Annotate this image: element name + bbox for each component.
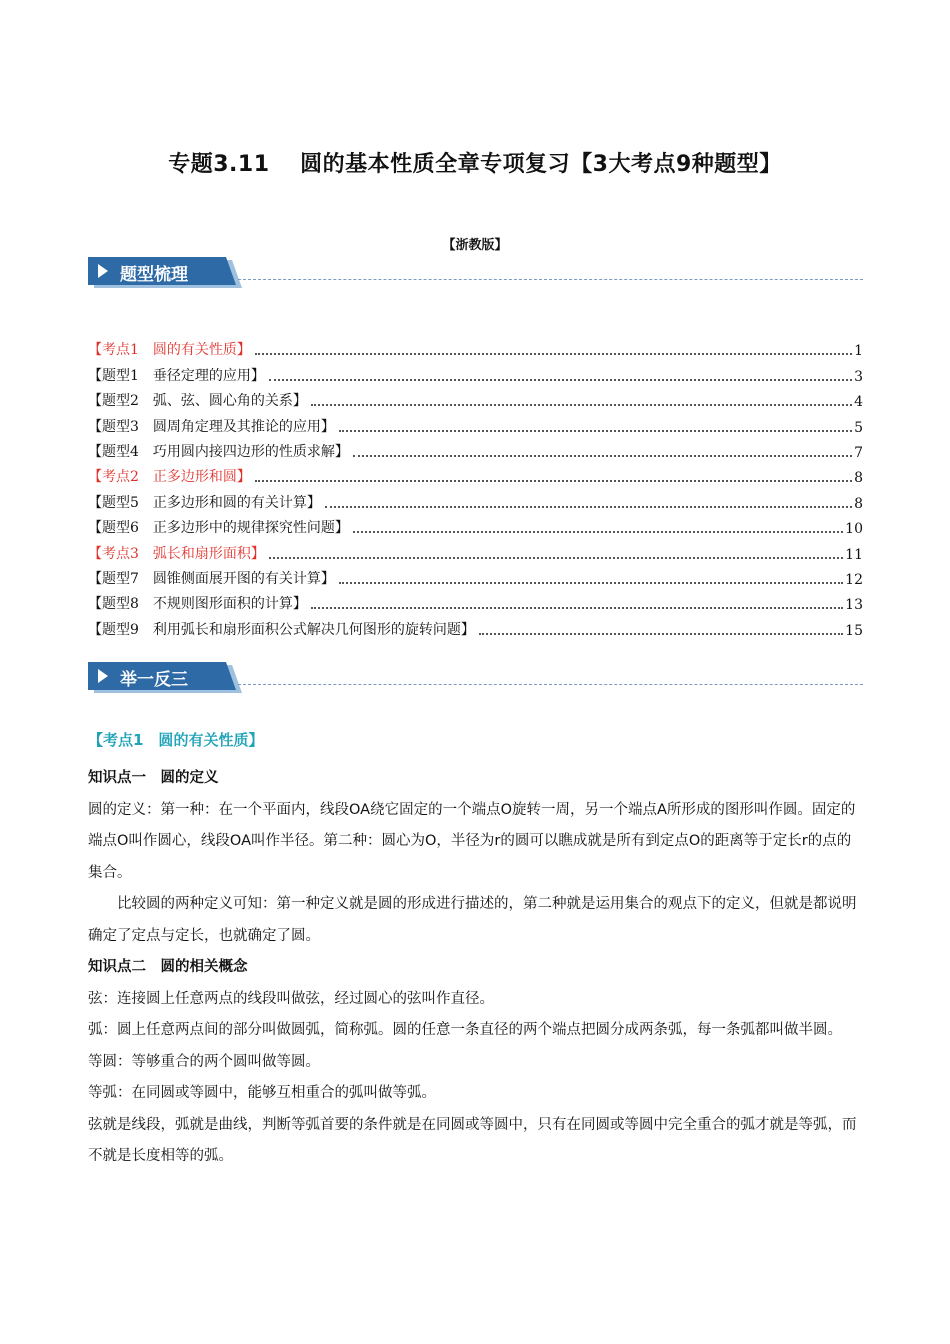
toc-entry[interactable]: [88, 410, 863, 435]
kp2-note: 弦就是线段，弧就是曲线，判断等弧首要的条件就是在同圆或等圆中，只有在同圆或等圆中完全重合的弧才就是等弧，而不就是长度相等的弧。: [88, 1116, 857, 1164]
toc-entry-title: 【题型3 圆周角定理及其推论的应用】: [88, 418, 335, 435]
toc-entry-title: 【题型8 不规则图形面积的计算】: [88, 596, 307, 613]
examples-banner-label: 举一反三: [120, 670, 188, 690]
toc-leader-dots: [479, 632, 843, 635]
kp2-equal-arc: 等弧：在同圆或等圆中，能够互相重合的弧叫做等弧。: [88, 1085, 436, 1101]
toc-entry[interactable]: [88, 359, 863, 384]
toc-entry[interactable]: [88, 436, 863, 461]
toc-banner: [88, 257, 863, 287]
toc-entry[interactable]: [88, 613, 863, 638]
kp2-equal-circle: 等圆：等够重合的两个圆叫做等圆。: [88, 1053, 320, 1070]
toc-entry-title: 【题型2 弧、弦、圆心角的关系】: [88, 393, 307, 410]
toc-page-number: 5: [854, 419, 863, 436]
toc-page-number: 8: [854, 495, 863, 512]
edition-label: 【浙教版】: [442, 238, 508, 253]
toc-page-number: 12: [845, 571, 863, 588]
toc-entry-title: 【考点3 弧长和扇形面积】: [88, 545, 265, 562]
toc-page-number: 1: [854, 343, 863, 360]
toc-leader-dots: [269, 556, 843, 559]
toc-entry-title: 【题型7 圆锥侧面展开图的有关计算】: [88, 570, 335, 587]
table-of-contents: [88, 334, 863, 639]
play-triangle-icon: [98, 264, 108, 278]
toc-entry[interactable]: [88, 563, 863, 588]
toc-entry-title: 【题型9 利用弧长和扇形面积公式解决几何图形的旋转问题】: [88, 621, 475, 638]
toc-entry-title: 【题型5 正多边形和圆的有关计算】: [88, 494, 321, 511]
toc-entry-title: 【题型1 垂径定理的应用】: [88, 367, 265, 384]
kp2-heading: 知识点二 圆的相关概念: [88, 959, 248, 975]
toc-page-number: 7: [854, 444, 863, 461]
toc-entry-title: 【考点2 正多边形和圆】: [88, 469, 251, 486]
toc-page-number: 13: [845, 597, 863, 614]
toc-leader-dots: [311, 606, 843, 609]
knowledge-content: [88, 763, 863, 1173]
toc-leader-dots: [269, 378, 852, 381]
toc-page-number: 4: [854, 394, 863, 411]
banner-divider: [238, 684, 863, 685]
toc-entry-title: 【考点1 圆的有关性质】: [88, 342, 251, 359]
examples-banner: [88, 662, 863, 692]
toc-leader-dots: [339, 581, 843, 584]
kp1-heading: 知识点一 圆的定义: [88, 770, 219, 786]
play-triangle-icon: [98, 669, 108, 683]
toc-entry[interactable]: [88, 537, 863, 562]
toc-banner-label: 题型梳理: [120, 265, 188, 285]
toc-leader-dots: [255, 479, 852, 482]
toc-leader-dots: [325, 505, 852, 508]
toc-leader-dots: [353, 454, 852, 457]
toc-entry-title: 【题型4 巧用圆内接四边形的性质求解】: [88, 443, 349, 460]
toc-page-number: 8: [854, 470, 863, 487]
toc-leader-dots: [255, 352, 852, 355]
kp1-comparison: 比较圆的两种定义可知：第一种定义就是圆的形成进行描述的，第二种就是运用集合的观点下的定义，但就是都说明确定了定点与定长，也就确定了圆。: [88, 896, 857, 944]
page-title: 专题3.11 圆的基本性质全章专项复习【3大考点9种题型】: [168, 152, 782, 177]
kp1-definition: 圆的定义：第一种：在一个平面内，线段OA绕它固定的一个端点O旋转一周，另一个端点A所形成的图形叫作圆。固定的端点O叫作圆心，线段OA叫作半径。第二种：圆心为O，半径为r的圆可以瞧成就是所有到定点O的距离等于定长r的点的集合。: [88, 801, 856, 881]
banner-divider: [238, 279, 863, 280]
toc-entry-title: 【题型6 正多边形中的规律探究性问题】: [88, 520, 349, 537]
toc-page-number: 10: [845, 521, 863, 538]
toc-entry[interactable]: [88, 486, 863, 511]
toc-entry[interactable]: [88, 385, 863, 410]
toc-entry[interactable]: [88, 588, 863, 613]
toc-leader-dots: [353, 530, 843, 533]
toc-entry[interactable]: [88, 461, 863, 486]
toc-page-number: 3: [854, 368, 863, 385]
toc-entry[interactable]: [88, 334, 863, 359]
toc-page-number: 11: [845, 546, 863, 563]
section-tag: 【考点1 圆的有关性质】: [88, 731, 264, 749]
toc-leader-dots: [339, 429, 852, 432]
kp2-arc: 弧：圆上任意两点间的部分叫做圆弧，简称弧。圆的任意一条直径的两个端点把圆分成两条弧，每一条弧都叫做半圆。: [88, 1022, 842, 1038]
kp2-chord: 弦：连接圆上任意两点的线段叫做弦，经过圆心的弦叫作直径。: [88, 990, 494, 1007]
toc-page-number: 15: [845, 622, 863, 639]
toc-leader-dots: [311, 403, 852, 406]
toc-entry[interactable]: [88, 512, 863, 537]
